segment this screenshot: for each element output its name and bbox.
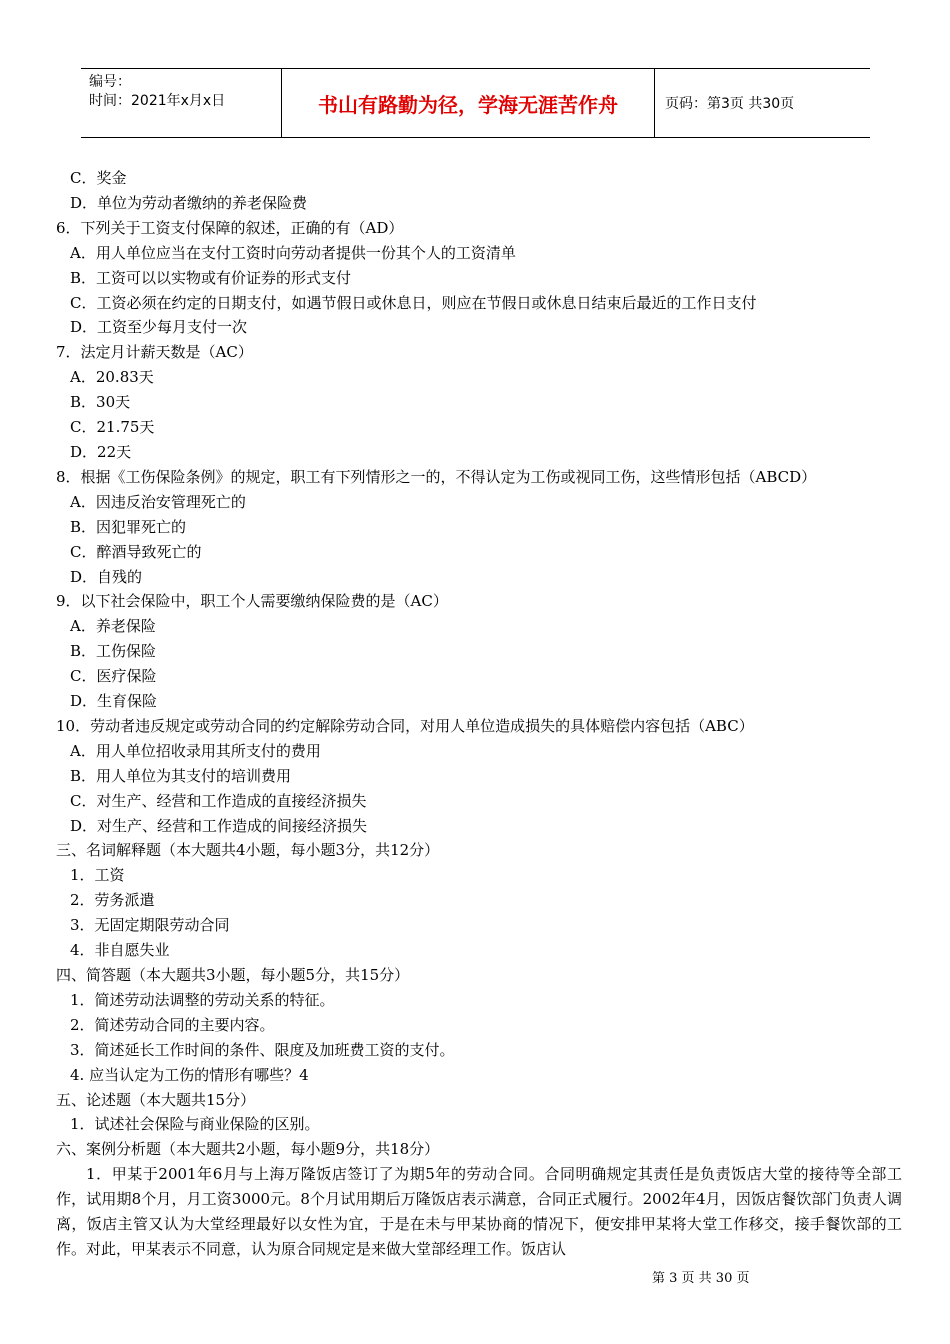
question-line: 9．以下社会保险中，职工个人需要缴纳保险费的是（AC） [56, 592, 448, 611]
option-line: 1．简述劳动法调整的劳动关系的特征。 [70, 990, 335, 1009]
option-line: 4．非自愿失业 [70, 941, 170, 960]
header-page-label: 页码：第3页 共30页 [665, 96, 795, 112]
option-line: A．养老保险 [70, 617, 156, 636]
option-line: 2．简述劳动合同的主要内容。 [70, 1015, 275, 1034]
option-line: D．工资至少每月支付一次 [70, 318, 248, 337]
option-line: B．因犯罪死亡的 [70, 517, 187, 536]
option-line: D．单位为劳动者缴纳的养老保险费 [70, 193, 308, 212]
time-label: 时间：2021年x月x日 [89, 93, 226, 109]
code-label: 编号： [89, 74, 131, 90]
option-line: 2．劳务派遣 [70, 891, 155, 910]
question-line: 7．法定月计薪天数是（AC） [56, 343, 253, 362]
question-line: 8．根据《工伤保险条例》的规定，职工有下列情形之一的，不得认定为工伤或视同工伤，这些情形包括（ABCD） [56, 467, 817, 486]
option-line: D．生育保险 [70, 692, 158, 711]
option-line: B．工伤保险 [70, 642, 157, 661]
option-line: C．工资必须在约定的日期支付，如遇节假日或休息日，则应在节假日或休息日结束后最近的工作日支付 [70, 293, 757, 312]
document-body [56, 166, 902, 1262]
option-line: C．21.75天 [70, 418, 155, 437]
option-line: C．奖金 [70, 169, 127, 187]
option-line: 4. 应当认定为工伤的情形有哪些？4 [70, 1065, 309, 1084]
option-line: C．对生产、经营和工作造成的直接经济损失 [70, 791, 367, 810]
option-line: 3．无固定期限劳动合同 [70, 916, 230, 935]
option-line: A．因违反治安管理死亡的 [70, 492, 246, 511]
option-line: B．30天 [70, 393, 131, 412]
question-line: 6．下列关于工资支付保障的叙述，正确的有（AD） [56, 218, 404, 237]
option-line: D．22天 [70, 442, 132, 461]
question-line: 三、名词解释题（本大题共4小题，每小题3分，共12分） [56, 841, 440, 860]
case-paragraph: 1．甲某于2001年6月与上海万隆饭店签订了为期5年的劳动合同。合同明确规定其责任是负责饭店大堂的接待等全部工作，试用期8个月，月工资3000元。8个月试用期后万隆饭店表示满意，合同正式履行。2002年4月，因饭店餐饮部门负责人调离，饭店主管又认为大堂经理最好以女性为宜，于是在未与甲某协商的情况下，便安排甲某将大堂工作移交，接手餐饮部的工作。对此，甲某表示不同意，认为原合同规定是来做大堂部经理工作。饭店认 [56, 1165, 902, 1258]
option-line: A．用人单位招收录用其所支付的费用 [70, 741, 321, 760]
option-line: A．20.83天 [70, 368, 154, 387]
option-line: C．醉酒导致死亡的 [70, 542, 202, 561]
question-line: 10．劳动者违反规定或劳动合同的约定解除劳动合同，对用人单位造成损失的具体赔偿内容包括（ABC） [56, 716, 754, 735]
page-footer: 第 3 页 共 30 页 [652, 1271, 750, 1286]
option-line: 3．简述延长工作时间的条件、限度及加班费工资的支付。 [70, 1040, 455, 1059]
question-line: 六、案例分析题（本大题共2小题，每小题9分，共18分） [56, 1140, 440, 1159]
option-line: A．用人单位应当在支付工资时向劳动者提供一份其个人的工资清单 [70, 243, 516, 262]
option-line: 1．工资 [70, 866, 125, 885]
option-line: B．用人单位为其支付的培训费用 [70, 766, 292, 785]
page-header [81, 68, 870, 138]
option-line: 1．试述社会保险与商业保险的区别。 [70, 1115, 320, 1134]
header-motto: 书山有路勤为径，学海无涯苦作舟 [281, 69, 655, 137]
question-line: 五、论述题（本大题共15分） [56, 1090, 256, 1109]
option-line: D．自残的 [70, 567, 143, 586]
option-line: D．对生产、经营和工作造成的间接经济损失 [70, 816, 368, 835]
header-meta [81, 69, 281, 137]
option-line: B．工资可以以实物或有价证券的形式支付 [70, 268, 352, 287]
question-line: 四、简答题（本大题共3小题，每小题5分，共15分） [56, 966, 410, 984]
option-line: C．医疗保险 [70, 667, 157, 686]
